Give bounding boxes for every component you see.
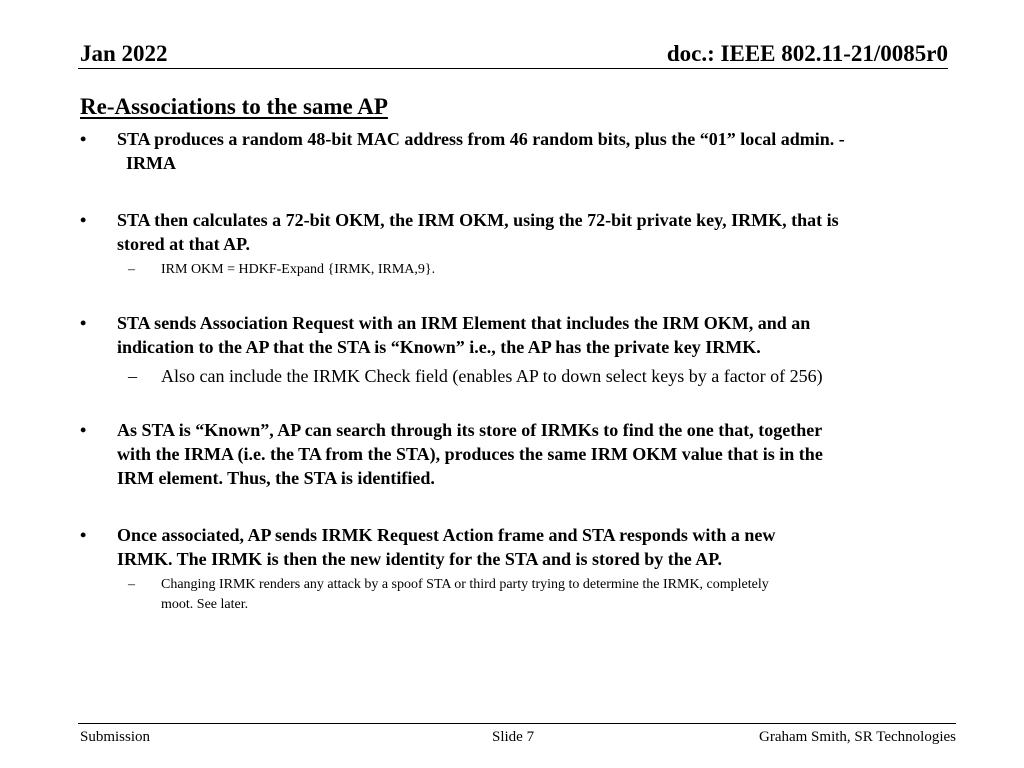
footer-author: Graham Smith, SR Technologies xyxy=(759,729,956,745)
sub-bullet-dash: – xyxy=(128,366,137,386)
footer-divider xyxy=(78,723,956,724)
bullet-marker: • xyxy=(80,420,87,440)
bullet-text-line: with the IRMA (i.e. the TA from the STA), produces the same IRM OKM value that is in the xyxy=(117,444,823,464)
sub-bullet-2 xyxy=(80,260,940,280)
bullet-text-line: indication to the AP that the STA is “Known” i.e., the AP has the private key IRMK. xyxy=(117,337,761,357)
bullet-5 xyxy=(80,523,940,571)
slide-content xyxy=(80,127,940,615)
bullet-2 xyxy=(80,208,940,256)
bullet-marker: • xyxy=(80,129,87,149)
footer-slide-number: Slide 7 xyxy=(492,729,535,745)
sub-bullet-text: Changing IRMK renders any attack by a spoof STA or third party trying to determine the IRMK, completely xyxy=(161,577,769,592)
header-divider xyxy=(78,68,948,69)
header-date: Jan 2022 xyxy=(80,41,168,66)
bullet-4 xyxy=(80,418,940,490)
bullet-text-line: As STA is “Known”, AP can search through its store of IRMKs to find the one that, together xyxy=(117,420,823,440)
bullet-marker: • xyxy=(80,210,87,230)
bullet-text-line: STA sends Association Request with an IRM Element that includes the IRM OKM, and an xyxy=(117,313,811,333)
slide-title: Re-Associations to the same AP xyxy=(80,94,388,119)
bullet-text-line: STA produces a random 48-bit MAC address from 46 random bits, plus the “01” local admin. - xyxy=(117,129,845,149)
sub-bullet-text: moot. See later. xyxy=(161,597,249,612)
sub-bullet-5 xyxy=(80,575,940,615)
bullet-text-line: STA then calculates a 72-bit OKM, the IRM OKM, using the 72-bit private key, IRMK, that is xyxy=(117,210,839,230)
bullet-marker: • xyxy=(80,525,87,545)
sub-bullet-dash: – xyxy=(128,577,135,592)
sub-bullet-text: IRM OKM = HDKF-Expand {IRMK, IRMA,9}. xyxy=(161,262,436,277)
bullet-text-line: IRMK. The IRMK is then the new identity for the STA and is stored by the AP. xyxy=(117,549,723,569)
sub-bullet-3 xyxy=(80,364,940,388)
sub-bullet-text: Also can include the IRMK Check field (enables AP to down select keys by a factor of 256) xyxy=(161,366,823,386)
bullet-text-line: stored at that AP. xyxy=(117,234,251,254)
bullet-3 xyxy=(80,311,940,359)
bullet-text-line: IRM element. Thus, the STA is identified. xyxy=(117,468,435,488)
header-doc-id: doc.: IEEE 802.11-21/0085r0 xyxy=(666,41,948,66)
bullet-marker: • xyxy=(80,313,87,333)
bullet-text-line: Once associated, AP sends IRMK Request Action frame and STA responds with a new xyxy=(117,525,776,545)
footer-submission: Submission xyxy=(80,729,151,745)
bullet-1 xyxy=(80,127,940,175)
bullet-text-line: IRMA xyxy=(126,153,176,173)
sub-bullet-dash: – xyxy=(128,262,135,277)
